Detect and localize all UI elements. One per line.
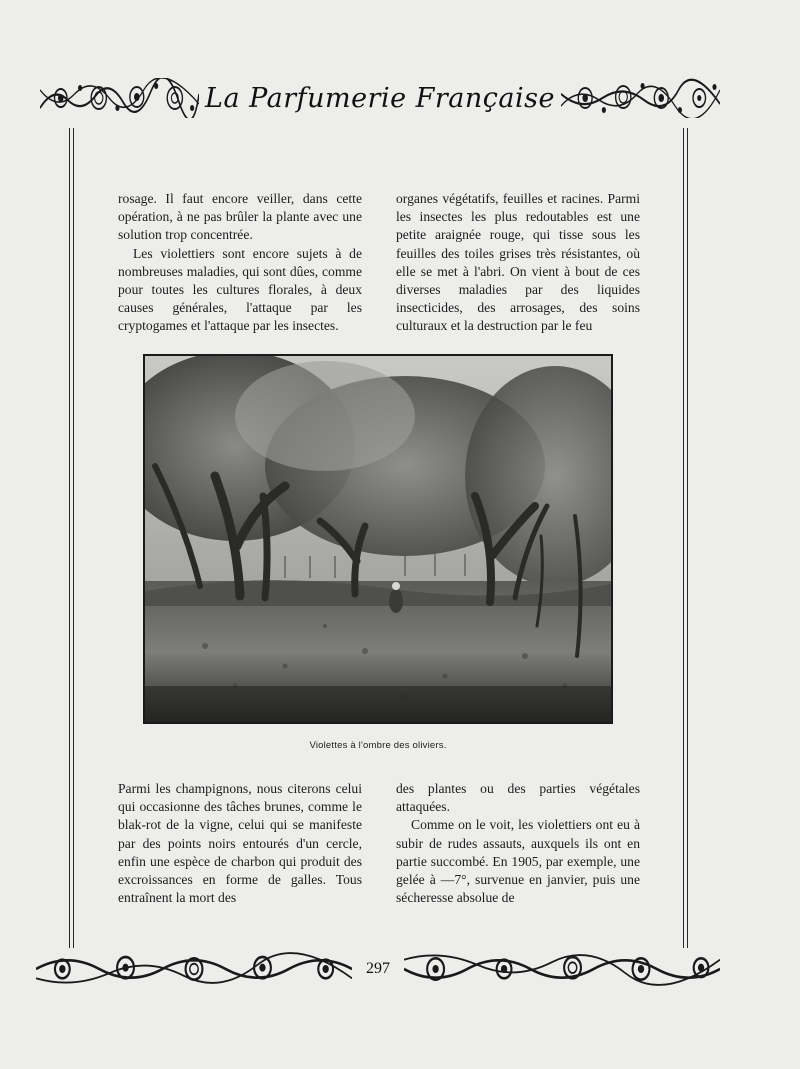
top-right-column bbox=[396, 190, 640, 336]
photo-caption: Violettes à l'ombre des oliviers. bbox=[309, 740, 447, 751]
photograph-olive-grove bbox=[143, 354, 613, 724]
page-footer bbox=[36, 952, 720, 986]
bottom-right-column bbox=[396, 780, 640, 907]
top-left-column bbox=[118, 190, 362, 336]
page-number: 297 bbox=[366, 960, 390, 977]
paragraph: des plantes ou des parties végétales attaquées. bbox=[396, 781, 640, 815]
floral-ornament-left bbox=[40, 78, 199, 118]
floral-ornament-right bbox=[561, 78, 720, 118]
left-frame-rule-inner bbox=[73, 128, 74, 948]
olive-grove-illustration bbox=[145, 356, 611, 722]
paragraph: rosage. Il faut encore veiller, dans cette opération, à ne pas brûler la plante avec une solution trop concentrée. bbox=[118, 191, 362, 243]
left-frame-rule-outer bbox=[69, 128, 70, 948]
paragraph: Parmi les champignons, nous citerons celui qui occasionne des tâches brunes, comme le blak-rot de la vigne, celui qui se manifeste par des points noirs entourés d'un cercle, enfin une espèce de charbon qui produit des excroissances en forme de galles. Tous entraînent la mort des bbox=[118, 781, 362, 906]
bottom-left-column bbox=[118, 780, 362, 907]
paragraph: organes végétatifs, feuilles et racines. Parmi les insectes les plus redoutables est une petite araignée rouge, qui tisse sous les feuilles des toiles grises très résistantes, où elle se met à l'abri. On vient à bout de ces diverses maladies par des liquides insecticides, des arrosages, des soins culturaux et la destruction par le feu bbox=[396, 191, 640, 334]
page-header bbox=[40, 74, 720, 122]
floral-ornament-footer-right bbox=[404, 949, 720, 989]
journal-title: La Parfumerie Française bbox=[205, 82, 555, 114]
paragraph: Comme on le voit, les violettiers ont eu à subir de rudes assauts, auxquels ils ont en partie succombé. En 1905, par exemple, une gelée à —7°, survenue en janvier, puis une sécheresse absolue de bbox=[396, 817, 640, 906]
paragraph: Les violettiers sont encore sujets à de nombreuses maladies, qui sont dûes, comme pour toutes les cultures florales, à deux causes générales, l'attaque par les cryptogames et l'attaque par les insectes. bbox=[118, 245, 362, 334]
right-frame-rule-outer bbox=[683, 128, 684, 948]
floral-ornament-footer-left bbox=[36, 949, 352, 989]
right-frame-rule-inner bbox=[687, 128, 688, 948]
